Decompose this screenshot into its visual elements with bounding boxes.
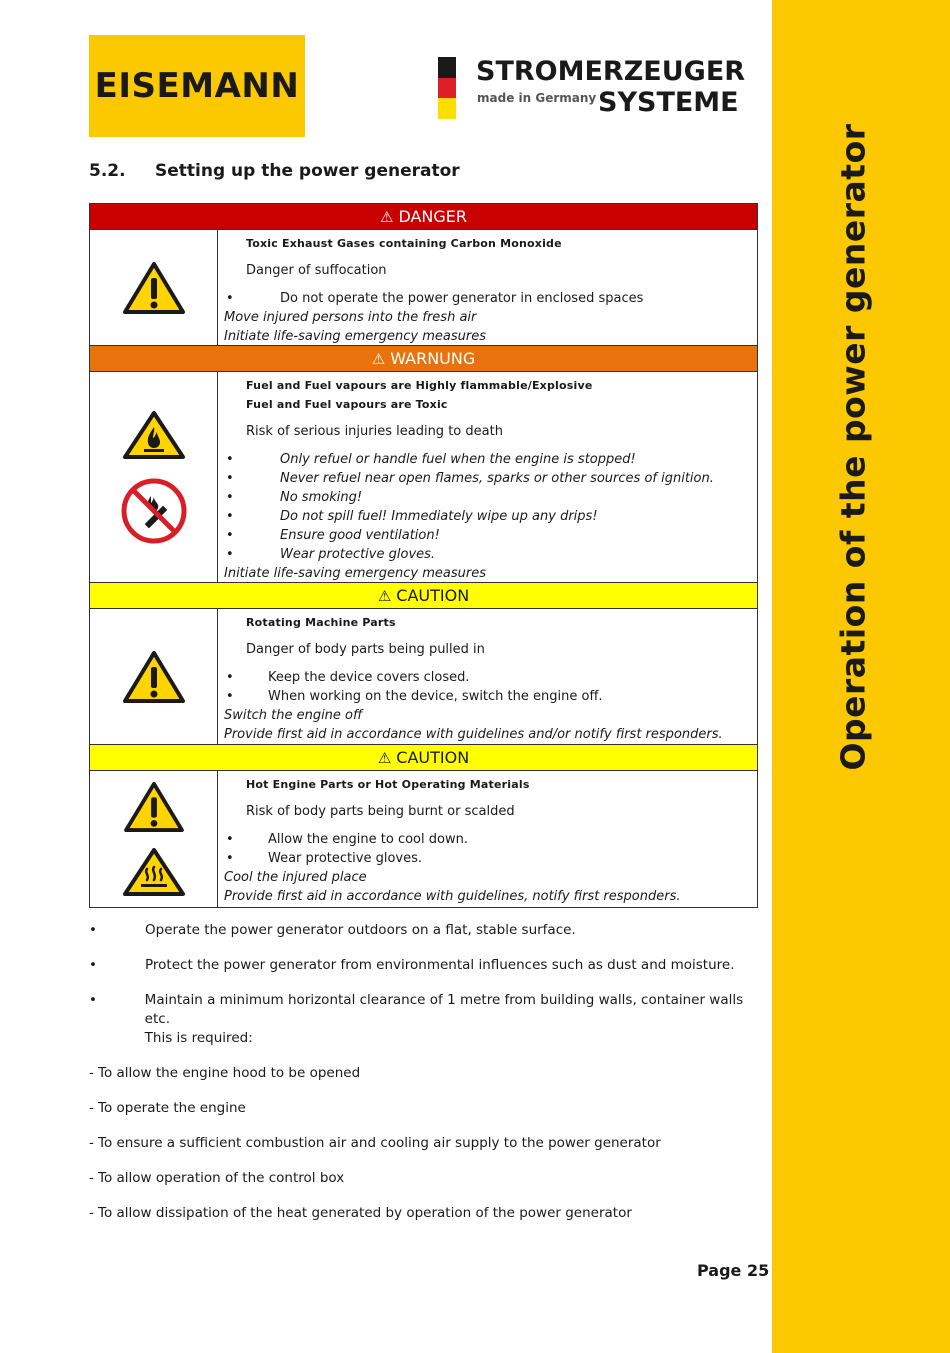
warnung-bullet: No smoking!	[280, 490, 363, 505]
warning-triangle-icon: ⚠	[377, 748, 392, 767]
list-item: • Only refuel or handle fuel when the engine is stopped!	[226, 452, 636, 467]
list-item: • Ensure good ventilation!	[226, 528, 440, 543]
list-item: • Do not spill fuel! Immediately wipe up any drips!	[226, 509, 598, 524]
setup-bullet: Operate the power generator outdoors on a flat, stable surface.	[145, 922, 576, 938]
flag-stripe-gold	[438, 98, 456, 119]
caution-hot-row	[90, 771, 757, 907]
list-item: • Do not operate the power generator in enclosed spaces	[226, 291, 644, 306]
dash-item: To allow operation of the control box	[98, 1170, 345, 1186]
general-warning-icon	[122, 781, 186, 833]
general-warning-icon	[122, 261, 186, 315]
safety-warnings-table	[89, 203, 758, 908]
dash-item: To allow the engine hood to be opened	[98, 1065, 361, 1081]
caution-title: Rotating Machine Parts	[246, 616, 396, 629]
list-item: • No smoking!	[226, 490, 363, 505]
flag-stripe-red	[438, 78, 456, 99]
list-item: • Wear protective gloves.	[226, 547, 436, 562]
section-title: Setting up the power generator	[155, 161, 460, 181]
caution-rotating-row	[90, 609, 757, 745]
warnung-header	[90, 346, 757, 372]
caution-bullet: Keep the device covers closed.	[268, 670, 470, 685]
danger-note: Initiate life-saving emergency measures	[224, 329, 486, 344]
setup-instructions	[89, 921, 769, 1239]
caution-bullet: When working on the device, switch the engine off.	[268, 689, 603, 704]
list-item: • Keep the device covers closed.	[226, 670, 470, 685]
caution-header-label: CAUTION	[396, 748, 470, 767]
caution-bullet: Wear protective gloves.	[268, 851, 422, 866]
list-item: • Maintain a minimum horizontal clearance of 1 metre from building walls, container walls etc. This is required:	[89, 991, 769, 1048]
caution-rotating-icons	[90, 609, 218, 744]
warning-triangle-icon: ⚠	[371, 349, 386, 368]
caution-bullet: Allow the engine to cool down.	[268, 832, 468, 847]
brand-line-1: STROMERZEUGER	[476, 56, 746, 87]
setup-bullet: Protect the power generator from environmental influences such as dust and moisture.	[145, 957, 735, 973]
side-chapter-title: Operation of the power generator	[833, 123, 873, 771]
list-item: - To allow the engine hood to be opened	[89, 1065, 361, 1081]
danger-text	[218, 230, 757, 345]
danger-row	[90, 230, 757, 346]
danger-header	[90, 204, 757, 230]
list-item: • Never refuel near open flames, sparks or other sources of ignition.	[226, 471, 714, 486]
no-smoking-icon	[121, 478, 187, 544]
warnung-bullet: Only refuel or handle fuel when the engine is stopped!	[280, 452, 636, 467]
caution-hot-text	[218, 771, 757, 907]
caution-hot-icons	[90, 771, 218, 907]
warnung-note: Initiate life-saving emergency measures	[224, 566, 486, 581]
dash-item: To allow dissipation of the heat generated by operation of the power generator	[98, 1205, 632, 1221]
list-item: • Protect the power generator from environmental influences such as dust and moisture.	[89, 957, 735, 973]
flammable-warning-icon	[122, 410, 186, 460]
caution-note: Cool the injured place	[224, 870, 367, 885]
warnung-row	[90, 372, 757, 583]
flag-stripe-black	[438, 57, 456, 78]
hot-surface-warning-icon	[122, 847, 186, 897]
eisemann-logo-text: EISEMANN	[94, 66, 300, 106]
danger-icons	[90, 230, 218, 345]
list-item: - To allow operation of the control box	[89, 1170, 345, 1186]
caution-risk: Danger of body parts being pulled in	[246, 642, 485, 657]
list-item: • Operate the power generator outdoors on a flat, stable surface.	[89, 922, 576, 938]
list-item: - To allow dissipation of the heat generated by operation of the power generator	[89, 1205, 632, 1221]
warning-triangle-icon: ⚠	[377, 586, 392, 605]
warnung-title: Fuel and Fuel vapours are Highly flammable/Explosive	[246, 379, 593, 392]
caution-rotating-text	[218, 609, 757, 744]
dash-item: To ensure a sufficient combustion air and cooling air supply to the power generator	[98, 1135, 661, 1151]
list-item: • Wear protective gloves.	[226, 851, 422, 866]
caution-risk: Risk of body parts being burnt or scalded	[246, 804, 515, 819]
danger-note: Move injured persons into the fresh air	[224, 310, 477, 325]
eisemann-logo	[89, 35, 305, 137]
danger-title: Toxic Exhaust Gases containing Carbon Monoxide	[246, 237, 562, 250]
dash-item: To operate the engine	[98, 1100, 246, 1116]
warning-triangle-icon: ⚠	[379, 207, 394, 226]
list-item: • When working on the device, switch the engine off.	[226, 689, 603, 704]
caution-header	[90, 583, 757, 609]
section-number: 5.2.	[89, 161, 126, 181]
warnung-title: Fuel and Fuel vapours are Toxic	[246, 398, 448, 411]
warnung-bullet: Never refuel near open flames, sparks or other sources of ignition.	[280, 471, 714, 486]
caution-note: Provide first aid in accordance with guidelines and/or notify first responders.	[224, 727, 723, 742]
setup-bullet	[145, 991, 769, 1048]
caution-header-label: CAUTION	[396, 586, 470, 605]
warnung-risk: Risk of serious injuries leading to death	[246, 424, 503, 439]
danger-bullet: Do not operate the power generator in enclosed spaces	[280, 291, 644, 306]
danger-header-label: DANGER	[398, 207, 468, 226]
page-number: Page 25	[697, 1261, 770, 1280]
list-item: • Allow the engine to cool down.	[226, 832, 468, 847]
warnung-header-label: WARNUNG	[390, 349, 476, 368]
german-flag	[438, 57, 456, 119]
warnung-bullet: Ensure good ventilation!	[280, 528, 440, 543]
warnung-icons	[90, 372, 218, 582]
danger-risk: Danger of suffocation	[246, 263, 387, 278]
warnung-bullet: Do not spill fuel! Immediately wipe up any drips!	[280, 509, 598, 524]
caution-note: Provide first aid in accordance with guidelines, notify first responders.	[224, 889, 681, 904]
caution-title: Hot Engine Parts or Hot Operating Materials	[246, 778, 530, 791]
warnung-bullet: Wear protective gloves.	[280, 547, 436, 562]
general-warning-icon	[122, 650, 186, 704]
caution-note: Switch the engine off	[224, 708, 363, 723]
brand-made-in-germany: made in Germany	[477, 91, 597, 105]
warnung-text	[218, 372, 757, 582]
list-item: - To operate the engine	[89, 1100, 246, 1116]
caution-header	[90, 745, 757, 771]
brand-line-2: SYSTEME	[598, 87, 739, 118]
list-item: - To ensure a sufficient combustion air and cooling air supply to the power generator	[89, 1135, 661, 1151]
required-text: This is required:	[144, 1030, 253, 1046]
clearance-text: Maintain a minimum horizontal clearance of 1 metre from building walls, container walls etc.	[144, 992, 744, 1027]
